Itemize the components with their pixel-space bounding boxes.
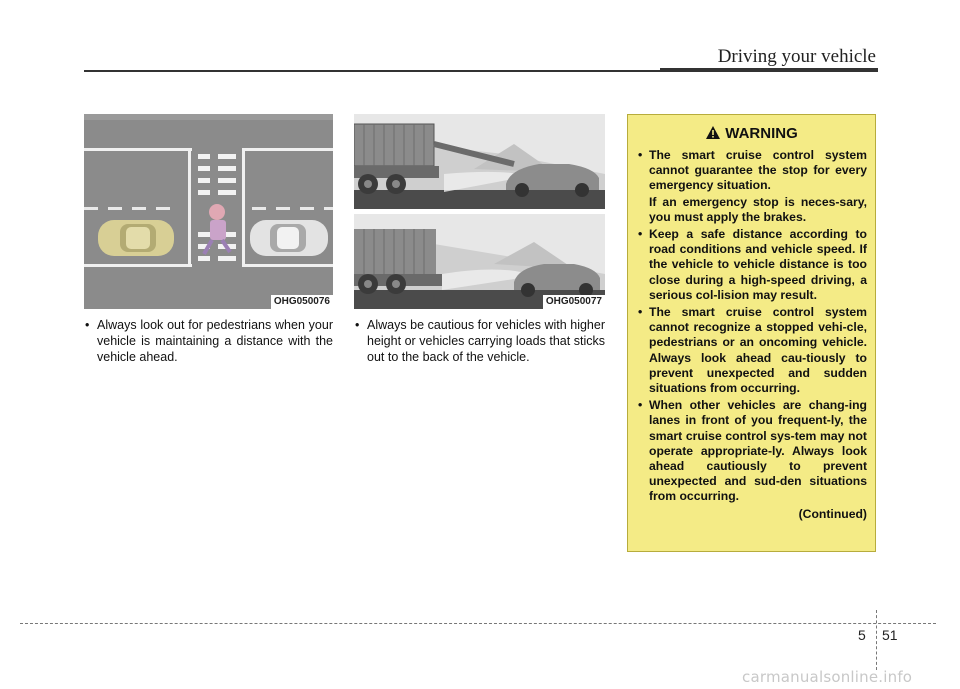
warning-triangle-icon	[705, 125, 721, 140]
bullet-dot: •	[638, 227, 643, 242]
pedestrian-caution-bullet	[85, 317, 333, 365]
continued-label: (Continued)	[798, 506, 867, 521]
warning-item-text: The smart cruise control system cannot guarantee the stop for every emergency situation.	[649, 148, 867, 193]
pedestrian-crossing-illustration	[84, 114, 333, 309]
bullet-dot: •	[355, 318, 360, 332]
warning-item	[638, 398, 867, 504]
truck-overhang-illustration	[354, 114, 605, 309]
bullet-dot: •	[638, 148, 643, 162]
bullet-dot: •	[638, 305, 643, 320]
warning-item	[638, 305, 867, 396]
warning-heading	[628, 125, 875, 142]
warning-item	[638, 227, 867, 303]
bullet-dot: •	[638, 398, 643, 413]
figure-pedestrian-crossing	[84, 114, 333, 309]
footer-rule	[20, 623, 936, 624]
warning-item-text: When other vehicles are chang-ing lanes in front of you frequent-ly, the smart cruise control sys-tem may not operate appropriate-ly. Always look ahead cautiously to prevent unexpected and sud-den situations from occurring.	[649, 398, 867, 504]
warning-list	[638, 148, 867, 522]
figure-truck-overhang	[354, 114, 605, 309]
warning-item-text: If an emergency stop is neces-sary, you must apply the brakes.	[649, 194, 867, 224]
figure-code: OHG050077	[543, 295, 605, 309]
bullet-text: Always look out for pedestrians when your vehicle is maintaining a distance with the vehicle ahead.	[97, 318, 333, 364]
warning-title: WARNING	[725, 125, 798, 142]
page-header-title: Driving your vehicle	[717, 46, 876, 67]
footer-divider	[876, 610, 877, 670]
warning-item-text: The smart cruise control system cannot recognize a stopped vehi-cle, pedestrians or an oncoming vehicle. Always look ahead cau-tiously to prevent unexpected and sudden situations from occurring.	[649, 305, 867, 396]
bullet-text: Always be cautious for vehicles with higher height or vehicles carrying loads that sticks out to the back of the vehicle.	[367, 318, 605, 364]
car-right	[250, 220, 328, 256]
car-left	[98, 220, 174, 256]
warning-item	[638, 148, 867, 225]
bullet-dot: •	[85, 318, 90, 332]
warning-item-text: Keep a safe distance according to road conditions and vehicle speed. If the vehicle to vehicle distance is too close during a high-speed driving, a serious col-lision may result.	[649, 227, 867, 302]
watermark: carmanualsonline.info	[742, 668, 913, 686]
high-vehicle-caution-bullet	[355, 317, 605, 365]
page-number: 51	[882, 627, 898, 643]
warning-box	[627, 114, 876, 552]
header-rule-accent	[660, 68, 878, 72]
figure-code: OHG050076	[271, 295, 333, 309]
chapter-number: 5	[858, 627, 866, 643]
